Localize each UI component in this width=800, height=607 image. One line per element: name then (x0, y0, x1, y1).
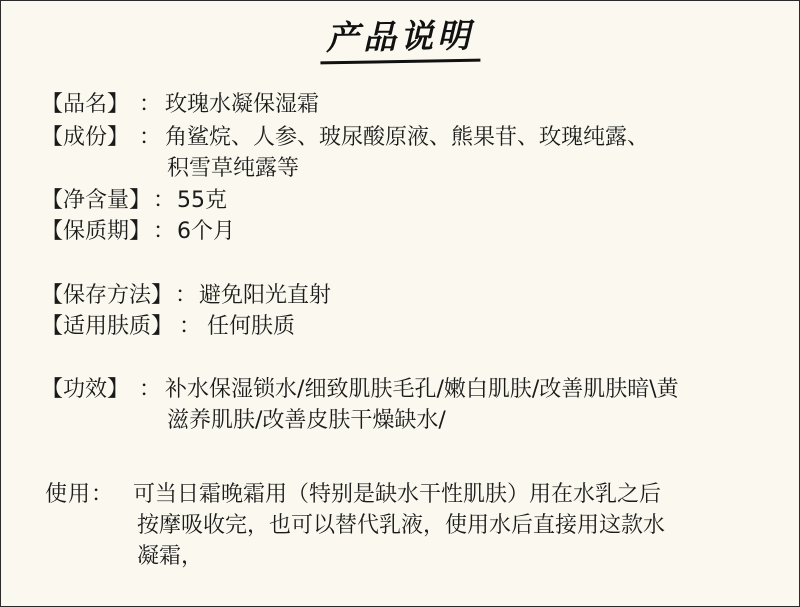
field-label: 【品名】 (41, 92, 130, 117)
field-value: 积雪草纯露等 (167, 156, 300, 181)
field-name (41, 90, 319, 120)
usage-line-3 (137, 542, 203, 572)
usage-text: 按摩吸收完，也可以替代乳液，使用水后直接用这款水 (137, 513, 666, 538)
field-label: 【保存方法】 (41, 283, 174, 308)
usage-label (45, 480, 114, 510)
page-title: 产品说明 (320, 10, 481, 65)
field-colon: ： (153, 219, 176, 244)
field-label: 【适用肤质】 (41, 314, 174, 339)
field-label: 【净含量】 (41, 188, 152, 213)
field-value: 玫瑰水凝保湿霜 (165, 92, 320, 117)
usage-text: 可当日霜晚霜用（特别是缺水干性肌肤）用在水乳之后 (133, 482, 662, 507)
field-colon: ： (139, 125, 162, 150)
usage-label-text: 使用： (45, 482, 115, 507)
field-value: 补水保湿锁水/细致肌肤毛孔/嫩白肌肤/改善肌肤暗\黄 (165, 377, 679, 402)
field-colon: ： (139, 377, 162, 402)
title-area (1, 11, 799, 63)
field-ingredients-continued (167, 154, 299, 184)
field-value: 滋养肌肤/改善皮肤干燥缺水/ (167, 408, 446, 433)
usage-text: 凝霜， (137, 544, 204, 569)
field-value: 避免阳光直射 (199, 283, 332, 308)
field-value: 任何肤质 (207, 314, 296, 339)
field-label: 【功效】 (41, 377, 130, 402)
field-storage (41, 281, 331, 311)
field-label: 【成份】 (41, 125, 130, 150)
field-label: 【保质期】 (41, 219, 152, 244)
field-value: 角鲨烷、人参、玻尿酸原液、熊果苷、玫瑰纯露、 (165, 125, 650, 150)
usage-line-1 (133, 480, 661, 510)
field-ingredients (41, 123, 649, 153)
field-colon: ： (139, 92, 162, 117)
field-skin-type (41, 312, 295, 342)
field-colon: ： (179, 314, 202, 339)
field-shelf-life (41, 217, 235, 247)
field-net-content (41, 186, 227, 216)
field-colon: ： (153, 188, 176, 213)
field-effects (41, 375, 679, 405)
field-value: 55克 (177, 188, 228, 213)
field-value: 6个月 (177, 219, 236, 244)
usage-line-2 (137, 511, 665, 541)
field-colon: ： (175, 283, 198, 308)
field-effects-continued (167, 406, 446, 436)
